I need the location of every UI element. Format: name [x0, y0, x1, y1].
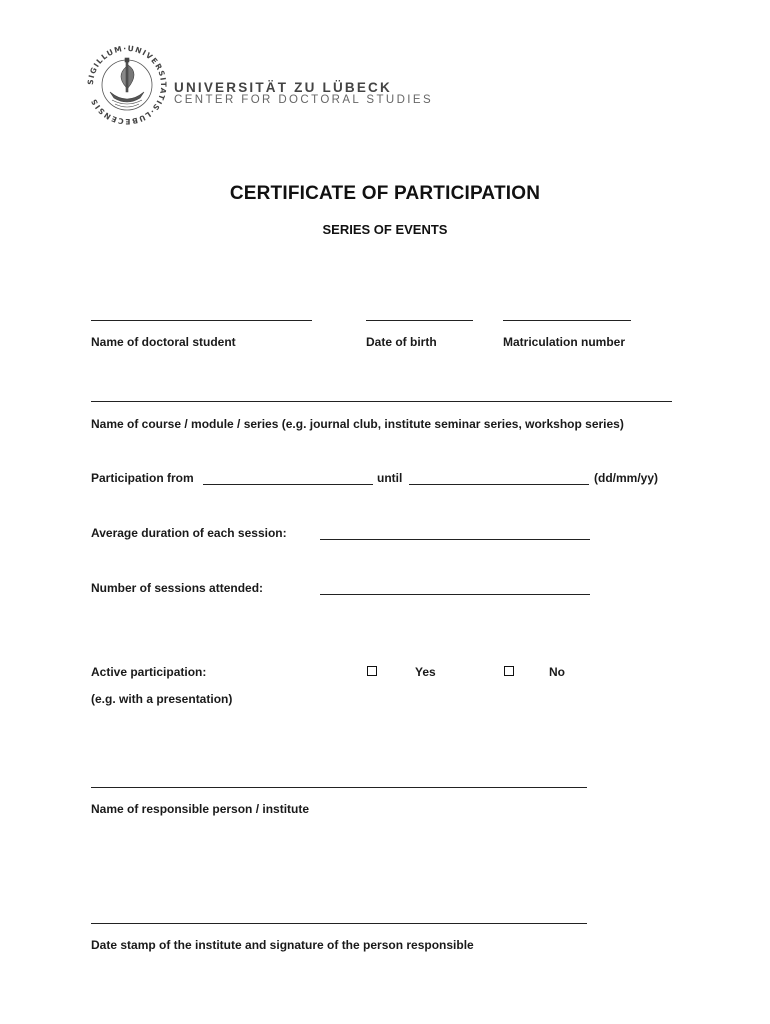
- no-label: No: [549, 665, 565, 679]
- matriculation-label: Matriculation number: [503, 335, 626, 349]
- center-name: CENTER FOR DOCTORAL STUDIES: [174, 94, 434, 106]
- active-hint-label: (e.g. with a presentation): [91, 692, 233, 706]
- avg-duration-label: Average duration of each session:: [91, 526, 287, 540]
- svg-text:SIGILLUM·UNIVERSITATIS·LUBECEN: SIGILLUM·UNIVERSITATIS·LUBECENSIS: [85, 43, 169, 127]
- no-checkbox[interactable]: [504, 666, 514, 676]
- active-participation-label: Active participation:: [91, 665, 207, 679]
- course-line[interactable]: [91, 401, 672, 402]
- avg-duration-line[interactable]: [320, 539, 590, 540]
- yes-checkbox[interactable]: [367, 666, 377, 676]
- participation-until-line[interactable]: [409, 484, 589, 485]
- dob-line[interactable]: [366, 320, 473, 321]
- page-subtitle: SERIES OF EVENTS: [322, 222, 448, 237]
- responsible-label: Name of responsible person / institute: [91, 802, 310, 816]
- university-name: UNIVERSITÄT ZU LÜBECK: [174, 80, 392, 95]
- university-seal: [82, 40, 172, 130]
- seal-icon: [82, 40, 172, 130]
- student-name-line[interactable]: [91, 320, 312, 321]
- matriculation-line[interactable]: [503, 320, 631, 321]
- yes-label: Yes: [415, 665, 436, 679]
- stamp-signature-label: Date stamp of the institute and signature of the person responsible: [91, 938, 474, 952]
- participation-from-label: Participation from: [91, 471, 194, 485]
- sessions-line[interactable]: [320, 594, 590, 595]
- sessions-label: Number of sessions attended:: [91, 581, 264, 595]
- signature-line[interactable]: [91, 923, 587, 924]
- responsible-line[interactable]: [91, 787, 587, 788]
- dob-label: Date of birth: [366, 335, 437, 349]
- until-label: until: [377, 471, 403, 485]
- participation-from-line[interactable]: [203, 484, 373, 485]
- student-name-label: Name of doctoral student: [91, 335, 236, 349]
- page-title: CERTIFICATE OF PARTICIPATION: [229, 183, 541, 204]
- course-label: Name of course / module / series (e.g. journal club, institute seminar series, workshop series): [91, 417, 624, 431]
- date-format-label: (dd/mm/yy): [594, 471, 659, 485]
